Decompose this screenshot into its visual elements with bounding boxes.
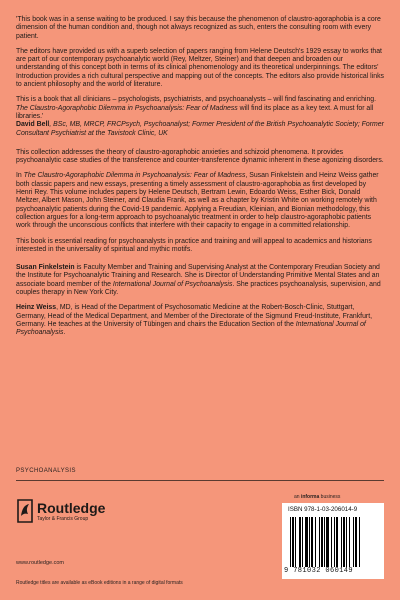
barcode-bar bbox=[292, 517, 294, 567]
barcode-bar bbox=[321, 517, 323, 567]
publisher-name: Routledge bbox=[37, 500, 106, 516]
isbn-label: ISBN 978-1-03-206014-9 bbox=[288, 506, 358, 513]
barcode-bar bbox=[305, 517, 308, 567]
ean-digits: 9 781032 060149 bbox=[284, 567, 354, 575]
barcode-bar bbox=[290, 517, 291, 567]
description-collection: This collection addresses the theory of claustro-agoraphobic anxieties and schizoid phenomena. It provides psychoanalytic case studies of the transference and counter-transference dynamic inherent in these agonizing disorders. bbox=[16, 148, 384, 165]
barcode-bars bbox=[290, 517, 378, 567]
barcode-bar bbox=[331, 517, 332, 567]
barcode-bar bbox=[311, 517, 313, 567]
barcode-panel bbox=[282, 503, 384, 579]
barcode-bar bbox=[349, 517, 350, 567]
barcode-bar bbox=[353, 517, 354, 567]
barcode-bar bbox=[299, 517, 301, 567]
barcode-bar bbox=[295, 517, 296, 567]
informa-tagline: an informa business bbox=[294, 494, 341, 500]
publisher-url[interactable]: www.routledge.com bbox=[16, 560, 64, 566]
footer-divider bbox=[16, 480, 384, 481]
subject-category: PSYCHOANALYSIS bbox=[16, 468, 76, 474]
informa-brand: informa bbox=[300, 494, 320, 500]
barcode-bar bbox=[309, 517, 310, 567]
barcode-bar bbox=[341, 517, 342, 567]
barcode-bar bbox=[326, 517, 329, 567]
publisher-logo bbox=[16, 498, 126, 538]
routledge-bird-icon bbox=[16, 498, 34, 524]
description-contents: In The Claustro-Agoraphobic Dilemma in Psychoanalysis: Fear of Madness, Susan Finkelstein and Heinz Weiss gather both classic papers and new essays, presenting a timely assessment of claustro-agoraphobia as first developed by Henri Rey. This volume includes papers by Helene Deutsch, Bertram Lewin, Edoardo Weiss, Esther Bick, Donald Meltzer, Albert Mason, John Steiner, and Claudia Frank, as well as a chapter by Kristin White on working remotely with psychoanalytic patients during the Covid-19 pandemic. Applying a Freudian, Kleinian, and Bionian methodology, this collection argues for a long-term approach to psychoanalytic treatment in order to help claustro-agoraphobic patients work through the unconscious conflicts that interfere with their capacity to engage in a committed relationship. bbox=[16, 172, 379, 230]
barcode-bar bbox=[343, 517, 345, 567]
bio-weiss: Heinz Weiss, MD, is Head of the Department of Psychosomatic Medicine at the Robert-Bosch-Clinic, Stuttgart, Germany, Head of the Medical Department, and Member of the Directorate of the Sigmund Freud-Institute, Frankfurt, Germany. He teaches at the University of Tübingen and chairs the Education Section of the International Journal of Psychoanalysis. bbox=[16, 304, 373, 337]
back-cover-text bbox=[16, 16, 384, 345]
barcode-bar bbox=[324, 517, 325, 567]
endorsement-editors: The editors have provided us with a superb selection of papers ranging from Helene Deutsch's 1929 essay to works that are part of our contemporary psychoanalytic world (Rey, Meltzer, Steiner) and that deepen and broaden our understanding of this concept both in terms of its clinical phenomenology and its theoretical underpinnings. The editors' Introduction provides a rich cultural perspective and mapping out of the concepts. The editors also provide historical links to ancient philosophy and the world of literature. bbox=[16, 47, 384, 89]
description-audience: This book is essential reading for psychoanalysts in practice and training and will appeal to academics and historians interested in the universality of spiritual and mythic motifs. bbox=[16, 237, 372, 253]
publisher-group: Taylor & Francis Group bbox=[37, 516, 89, 522]
barcode-bar bbox=[302, 517, 303, 567]
endorsement-recommend: This is a book that all clinicians – psychologists, psychiatrists, and psychoanalysts – will find fascinating and enriching. The Claustro-Agoraphobic Dilemma in Psychoanalysis: Fear of Madness will find its place as a key text. A must for all libraries.' bbox=[16, 96, 377, 120]
barcode-bar bbox=[315, 517, 316, 567]
barcode-bar bbox=[359, 517, 360, 567]
endorser-attribution bbox=[16, 121, 384, 138]
endorser-name: David Bell bbox=[16, 121, 50, 129]
endorsement-intro: 'This book was in a sense waiting to be produced. I say this because the phenomenon of claustro-agoraphobia is a core dimension of the human condition and, though not always recognized as such, enters the consulting room with every patient. bbox=[16, 16, 381, 40]
barcode-bar bbox=[334, 517, 335, 567]
bio-finkelstein: Susan Finkelstein is Faculty Member and Training and Supervising Analyst at the Contemporary Freudian Society and the Institute for Psychoanalytic Training and Research. She is Director of Understanding Primitive Mental States and an associate board member of the International Journal of Psychoanalysis. She practices psychoanalysis, supervision, and couples therapy in New York City. bbox=[16, 264, 381, 297]
ebook-note: Routledge titles are available as eBook editions in a range of digital formats bbox=[16, 580, 183, 586]
barcode-bar bbox=[355, 517, 357, 567]
barcode-bar bbox=[346, 517, 347, 567]
endorsement-block bbox=[16, 96, 384, 137]
barcode-bar bbox=[336, 517, 338, 567]
endorser-credentials: , BSc, MB, MRCP, FRCPsych, Psychoanalyst; Former President of the British Psychoanalytic Society; Former Consultant Psychiatrist at the Tavistock Clinic, UK bbox=[16, 121, 384, 137]
barcode-bar bbox=[319, 517, 320, 567]
